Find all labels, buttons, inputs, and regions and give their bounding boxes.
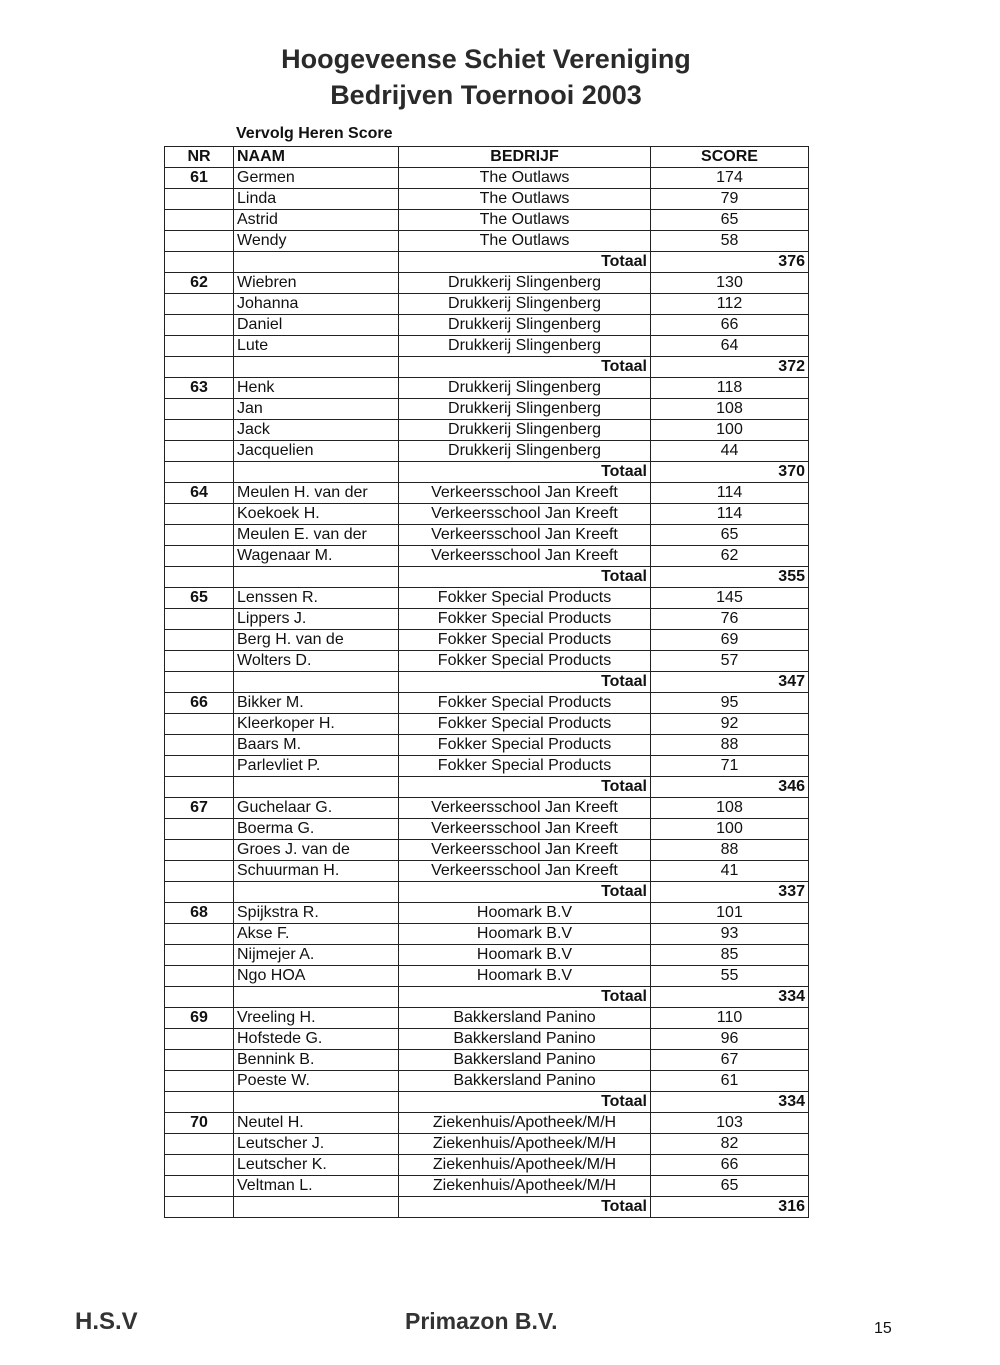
naam-cell: Germen [234,168,399,189]
score-cell: 55 [651,966,809,987]
bedrijf-cell: Verkeersschool Jan Kreeft [399,840,651,861]
nr-cell [165,756,234,777]
nr-cell [165,252,234,273]
table-row [165,483,809,504]
table-row [165,231,809,252]
bedrijf-cell: Fokker Special Products [399,756,651,777]
score-cell: 96 [651,1029,809,1050]
total-row [165,987,809,1008]
table-row [165,966,809,987]
table-row [165,210,809,231]
naam-cell: Meulen E. van der [234,525,399,546]
score-cell: 110 [651,1008,809,1029]
score-cell: 130 [651,273,809,294]
total-value: 347 [651,672,809,693]
score-cell: 112 [651,294,809,315]
table-row [165,294,809,315]
naam-cell: Wagenaar M. [234,546,399,567]
naam-cell: Groes J. van de [234,840,399,861]
total-label: Totaal [399,252,651,273]
total-row [165,882,809,903]
bedrijf-cell: Hoomark B.V [399,945,651,966]
naam-cell: Kleerkoper H. [234,714,399,735]
bedrijf-cell: Fokker Special Products [399,588,651,609]
page-number: 15 [874,1320,892,1337]
score-cell: 93 [651,924,809,945]
nr-cell [165,945,234,966]
total-label: Totaal [399,777,651,798]
total-value: 337 [651,882,809,903]
naam-cell: Leutscher K. [234,1155,399,1176]
bedrijf-cell: Bakkersland Panino [399,1071,651,1092]
nr-cell [165,1029,234,1050]
nr-cell [165,924,234,945]
naam-cell: Bennink B. [234,1050,399,1071]
table-row [165,861,809,882]
nr-cell: 63 [165,378,234,399]
table-row [165,1155,809,1176]
bedrijf-cell: Hoomark B.V [399,903,651,924]
naam-cell [234,882,399,903]
bedrijf-cell: Drukkerij Slingenberg [399,378,651,399]
score-cell: 64 [651,336,809,357]
document-title: Hoogeveense Schiet Vereniging [281,44,691,74]
table-row [165,441,809,462]
nr-cell [165,462,234,483]
naam-cell: Linda [234,189,399,210]
naam-cell: Baars M. [234,735,399,756]
total-label: Totaal [399,1197,651,1218]
total-value: 316 [651,1197,809,1218]
total-label: Totaal [399,567,651,588]
bedrijf-cell: Bakkersland Panino [399,1008,651,1029]
total-row [165,672,809,693]
table-row [165,189,809,210]
table-row [165,609,809,630]
nr-cell [165,294,234,315]
naam-cell: Veltman L. [234,1176,399,1197]
score-cell: 174 [651,168,809,189]
naam-cell: Spijkstra R. [234,903,399,924]
table-row [165,714,809,735]
bedrijf-cell: Verkeersschool Jan Kreeft [399,504,651,525]
bedrijf-cell: Ziekenhuis/Apotheek/M/H [399,1113,651,1134]
score-cell: 95 [651,693,809,714]
total-row [165,1092,809,1113]
nr-cell [165,525,234,546]
naam-cell [234,672,399,693]
naam-cell [234,357,399,378]
nr-cell [165,1134,234,1155]
score-cell: 65 [651,1176,809,1197]
naam-cell: Jack [234,420,399,441]
nr-cell [165,1071,234,1092]
nr-cell [165,1155,234,1176]
naam-cell [234,777,399,798]
bedrijf-cell: Fokker Special Products [399,735,651,756]
naam-cell: Akse F. [234,924,399,945]
bedrijf-cell: Bakkersland Panino [399,1050,651,1071]
table-row [165,1008,809,1029]
nr-cell [165,336,234,357]
total-row [165,1197,809,1218]
naam-cell: Jacquelien [234,441,399,462]
table-row [165,378,809,399]
naam-cell: Neutel H. [234,1113,399,1134]
naam-cell: Jan [234,399,399,420]
total-value: 355 [651,567,809,588]
bedrijf-cell: The Outlaws [399,189,651,210]
score-cell: 118 [651,378,809,399]
total-row [165,252,809,273]
score-cell: 41 [651,861,809,882]
nr-cell [165,819,234,840]
bedrijf-cell: Fokker Special Products [399,630,651,651]
table-row [165,504,809,525]
nr-cell [165,987,234,1008]
table-row [165,399,809,420]
table-row [165,693,809,714]
total-value: 376 [651,252,809,273]
table-header-row [165,147,809,168]
table-row [165,1134,809,1155]
nr-cell [165,567,234,588]
bedrijf-cell: Drukkerij Slingenberg [399,420,651,441]
score-cell: 108 [651,399,809,420]
score-cell: 79 [651,189,809,210]
naam-cell: Lippers J. [234,609,399,630]
document-subtitle: Bedrijven Toernooi 2003 [330,80,642,110]
table-row [165,1071,809,1092]
nr-cell [165,882,234,903]
score-cell: 44 [651,441,809,462]
naam-cell: Vreeling H. [234,1008,399,1029]
score-cell: 92 [651,714,809,735]
nr-cell [165,504,234,525]
naam-cell: Leutscher J. [234,1134,399,1155]
score-table [164,146,809,1218]
naam-cell [234,1197,399,1218]
score-cell: 62 [651,546,809,567]
score-cell: 57 [651,651,809,672]
nr-cell [165,672,234,693]
table-row [165,336,809,357]
score-cell: 114 [651,504,809,525]
score-cell: 88 [651,735,809,756]
nr-cell: 68 [165,903,234,924]
nr-cell [165,861,234,882]
bedrijf-cell: Drukkerij Slingenberg [399,399,651,420]
naam-cell: Lenssen R. [234,588,399,609]
naam-cell: Bikker M. [234,693,399,714]
bedrijf-cell: Drukkerij Slingenberg [399,441,651,462]
nr-cell [165,1197,234,1218]
table-row [165,168,809,189]
naam-cell: Schuurman H. [234,861,399,882]
bedrijf-cell: Verkeersschool Jan Kreeft [399,525,651,546]
nr-cell [165,651,234,672]
score-cell: 100 [651,819,809,840]
total-value: 334 [651,1092,809,1113]
bedrijf-cell: Verkeersschool Jan Kreeft [399,861,651,882]
naam-cell: Parlevliet P. [234,756,399,777]
score-cell: 82 [651,1134,809,1155]
table-row [165,798,809,819]
naam-cell: Daniel [234,315,399,336]
nr-cell: 65 [165,588,234,609]
bedrijf-cell: Drukkerij Slingenberg [399,315,651,336]
total-row [165,777,809,798]
table-row [165,651,809,672]
naam-cell [234,462,399,483]
score-cell: 65 [651,525,809,546]
naam-cell: Ngo HOA [234,966,399,987]
bedrijf-cell: Drukkerij Slingenberg [399,273,651,294]
nr-cell [165,546,234,567]
bedrijf-cell: Fokker Special Products [399,651,651,672]
nr-cell [165,357,234,378]
naam-cell: Wolters D. [234,651,399,672]
nr-cell [165,420,234,441]
naam-cell [234,987,399,1008]
naam-cell: Wiebren [234,273,399,294]
table-row [165,840,809,861]
naam-cell: Wendy [234,231,399,252]
table-row [165,273,809,294]
nr-cell: 61 [165,168,234,189]
nr-cell [165,189,234,210]
nr-cell [165,1050,234,1071]
score-cell: 85 [651,945,809,966]
nr-cell [165,609,234,630]
bedrijf-cell: Drukkerij Slingenberg [399,294,651,315]
table-row [165,735,809,756]
table-row [165,945,809,966]
bedrijf-cell: Fokker Special Products [399,693,651,714]
score-cell: 145 [651,588,809,609]
nr-cell [165,399,234,420]
total-row [165,567,809,588]
nr-cell [165,735,234,756]
nr-cell: 62 [165,273,234,294]
nr-cell [165,714,234,735]
bedrijf-cell: Drukkerij Slingenberg [399,336,651,357]
total-label: Totaal [399,672,651,693]
score-cell: 69 [651,630,809,651]
total-value: 334 [651,987,809,1008]
naam-cell [234,1092,399,1113]
table-row [165,588,809,609]
nr-cell: 64 [165,483,234,504]
nr-cell [165,1176,234,1197]
bedrijf-cell: Bakkersland Panino [399,1029,651,1050]
table-row [165,546,809,567]
total-label: Totaal [399,882,651,903]
section-heading: Vervolg Heren Score [236,125,393,142]
column-header-score: SCORE [651,147,809,168]
score-cell: 66 [651,1155,809,1176]
bedrijf-cell: The Outlaws [399,168,651,189]
score-cell: 101 [651,903,809,924]
nr-cell [165,777,234,798]
score-cell: 66 [651,315,809,336]
naam-cell: Astrid [234,210,399,231]
naam-cell: Guchelaar G. [234,798,399,819]
table-row [165,315,809,336]
total-label: Totaal [399,1092,651,1113]
total-label: Totaal [399,462,651,483]
table-row [165,756,809,777]
bedrijf-cell: Hoomark B.V [399,966,651,987]
bedrijf-cell: Ziekenhuis/Apotheek/M/H [399,1134,651,1155]
nr-cell: 66 [165,693,234,714]
naam-cell: Nijmejer A. [234,945,399,966]
naam-cell: Hofstede G. [234,1029,399,1050]
naam-cell: Boerma G. [234,819,399,840]
naam-cell: Meulen H. van der [234,483,399,504]
total-value: 372 [651,357,809,378]
total-row [165,357,809,378]
bedrijf-cell: The Outlaws [399,231,651,252]
score-cell: 114 [651,483,809,504]
table-row [165,819,809,840]
score-cell: 61 [651,1071,809,1092]
bedrijf-cell: Hoomark B.V [399,924,651,945]
score-cell: 67 [651,1050,809,1071]
footer-sponsor: Primazon B.V. [405,1308,558,1334]
naam-cell [234,567,399,588]
table-row [165,525,809,546]
table-row [165,1113,809,1134]
nr-cell [165,210,234,231]
nr-cell [165,966,234,987]
table-row [165,903,809,924]
naam-cell: Lute [234,336,399,357]
total-value: 346 [651,777,809,798]
nr-cell [165,315,234,336]
column-header-naam: NAAM [234,147,399,168]
score-cell: 71 [651,756,809,777]
total-row [165,462,809,483]
table-row [165,924,809,945]
nr-cell [165,630,234,651]
footer-club-name: H.S.V [75,1308,138,1335]
bedrijf-cell: Verkeersschool Jan Kreeft [399,546,651,567]
table-row [165,420,809,441]
naam-cell [234,252,399,273]
nr-cell: 70 [165,1113,234,1134]
score-cell: 103 [651,1113,809,1134]
table-row [165,630,809,651]
nr-cell: 67 [165,798,234,819]
naam-cell: Poeste W. [234,1071,399,1092]
naam-cell: Koekoek H. [234,504,399,525]
bedrijf-cell: Verkeersschool Jan Kreeft [399,483,651,504]
naam-cell: Berg H. van de [234,630,399,651]
bedrijf-cell: The Outlaws [399,210,651,231]
table-row [165,1029,809,1050]
total-label: Totaal [399,987,651,1008]
score-cell: 65 [651,210,809,231]
score-cell: 76 [651,609,809,630]
bedrijf-cell: Ziekenhuis/Apotheek/M/H [399,1176,651,1197]
bedrijf-cell: Fokker Special Products [399,714,651,735]
column-header-nr: NR [165,147,234,168]
naam-cell: Johanna [234,294,399,315]
total-label: Totaal [399,357,651,378]
score-cell: 58 [651,231,809,252]
nr-cell [165,840,234,861]
bedrijf-cell: Fokker Special Products [399,609,651,630]
column-header-bedrijf: BEDRIJF [399,147,651,168]
bedrijf-cell: Verkeersschool Jan Kreeft [399,819,651,840]
bedrijf-cell: Ziekenhuis/Apotheek/M/H [399,1155,651,1176]
score-cell: 108 [651,798,809,819]
score-cell: 100 [651,420,809,441]
total-value: 370 [651,462,809,483]
nr-cell: 69 [165,1008,234,1029]
table-row [165,1050,809,1071]
nr-cell [165,441,234,462]
table-row [165,1176,809,1197]
naam-cell: Henk [234,378,399,399]
bedrijf-cell: Verkeersschool Jan Kreeft [399,798,651,819]
nr-cell [165,1092,234,1113]
nr-cell [165,231,234,252]
score-cell: 88 [651,840,809,861]
